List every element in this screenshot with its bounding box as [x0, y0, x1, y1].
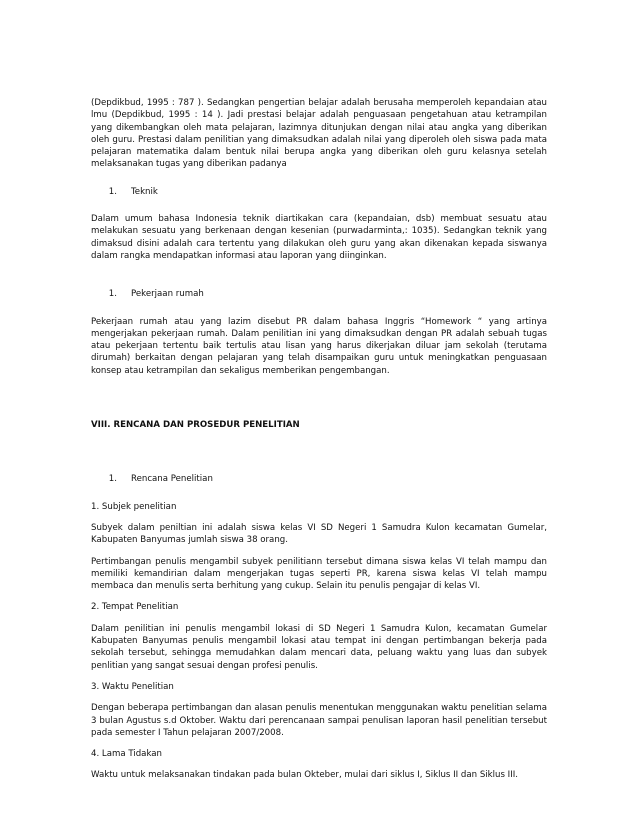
- list-item-pekerjaan-rumah: [91, 288, 547, 300]
- tempat-paragraph: Dalam penilitian ini penulis mengambil lokasi di SD Negeri 1 Samudra Kulon, kecamatan Gumelar Kabupaten Banyumas penulis mengambil lokasi atau tempat ini dengan pertimbangan bekerja pada sekolah tersebut, sehingga memudahkan dalam mencari data, peluang waktu yang luas dan subyek penlitian yang sangat sesuai dengan profesi penulis.: [91, 623, 547, 671]
- subjek-title: 1. Subjek penelitian: [91, 501, 177, 512]
- tempat-title: 2. Tempat Penelitian: [91, 602, 179, 613]
- list-item-teknik: [91, 186, 547, 198]
- section-title: VIII. RENCANA DAN PROSEDUR PENELITIAN: [91, 420, 300, 431]
- list-number: 1.: [108, 289, 117, 300]
- teknik-paragraph: Dalam umum bahasa Indonesia teknik diartikakan cara (kepandaian, dsb) membuat sesuatu atau melakukan sesuatu yang berkenaan dengan kesenian (purwadarminta,: 1035). Sedangkan teknik yang dimaksud disini adalah cara tertentu yang dilakukan oleh guru yang akan dikenakan kepada siswanya dalam rangka mendapatkan informasi atau laporan yang diinginkan.: [91, 214, 547, 261]
- list-number: 1.: [108, 186, 117, 197]
- document-page: [91, 97, 547, 782]
- list-label: Teknik: [131, 186, 158, 197]
- list-item-rencana: [91, 473, 547, 485]
- waktu-title: 3. Waktu Penelitian: [91, 681, 174, 692]
- list-number: 1.: [108, 474, 117, 485]
- lama-title: 4. Lama Tidakan: [91, 749, 162, 760]
- list-label: Pekerjaan rumah: [131, 289, 204, 300]
- lama-paragraph: Waktu untuk melaksanakan tindakan pada bulan Okteber, mulai dari siklus I, Siklus II dan Siklus III.: [91, 770, 519, 781]
- subjek-paragraph-1: Subyek dalam peniltian ini adalah siswa kelas VI SD Negeri 1 Samudra Kulon kecamatan Gumelar, Kabupaten Banyumas jumlah siswa 38 orang.: [91, 522, 547, 546]
- waktu-paragraph: Dengan beberapa pertimbangan dan alasan penulis menentukan menggunakan waktu penelitian selama 3 bulan Agustus s.d Oktober. Waktu dari perencanaan sampai penulisan laporan hasil penelitian tersebut pada semester I Tahun pelajaran 2007/2008.: [91, 703, 547, 738]
- subjek-paragraph-2: Pertimbangan penulis mengambil subyek penilitiann tersebut dimana siswa kelas VI telah mampu dan memiliki kemandirian dalam mengerjakan tugas seperti PR, karena siswa kelas VI telah mampu membaca dan menulis serta berhitung yang cukup. Selain itu penulis pengajar di kelas VI.: [91, 556, 547, 592]
- pr-paragraph: Pekerjaan rumah atau yang lazim disebut PR dalam bahasa Inggris “Homework “ yang artinya mengerjakan pekerjaan rumah. Dalam penilitian ini yang dimaksudkan dengan PR adalah sebuah tugas atau pekerjaan tertentu baik tertulis atau lisan yang harus dikerjakan diluar jam sekolah (terutama dirumah) berkaitan dengan pelajaran yang telah disampaikan guru untuk meningkatkan penguasaan konsep atau ketrampilan dan sekaligus memberikan pengembangan.: [91, 316, 547, 376]
- intro-paragraph: (Depdikbud, 1995 : 787 ). Sedangkan pengertian belajar adalah berusaha memperoleh kepandaian atau lmu (Depdikbud, 1995 : 14 ). Jadi prestasi belajar adalah penguasaan pengetahuan atau ketrampilan yang dikembangkan oleh mata pelajaran, lazimnya ditunjukan dengan nilai atau angka yang diberikan oleh guru. Prestasi dalam penilitian yang dimaksudkan adalah nilai yang diperoleh oleh siswa pada mata pelajaran matematika dalam bentuk nilai berupa angka yang diberikan oleh guru kelasnya setelah melaksanakan tugas yang diberikan padanya: [91, 98, 547, 170]
- list-label: Rencana Penelitian: [131, 474, 213, 485]
